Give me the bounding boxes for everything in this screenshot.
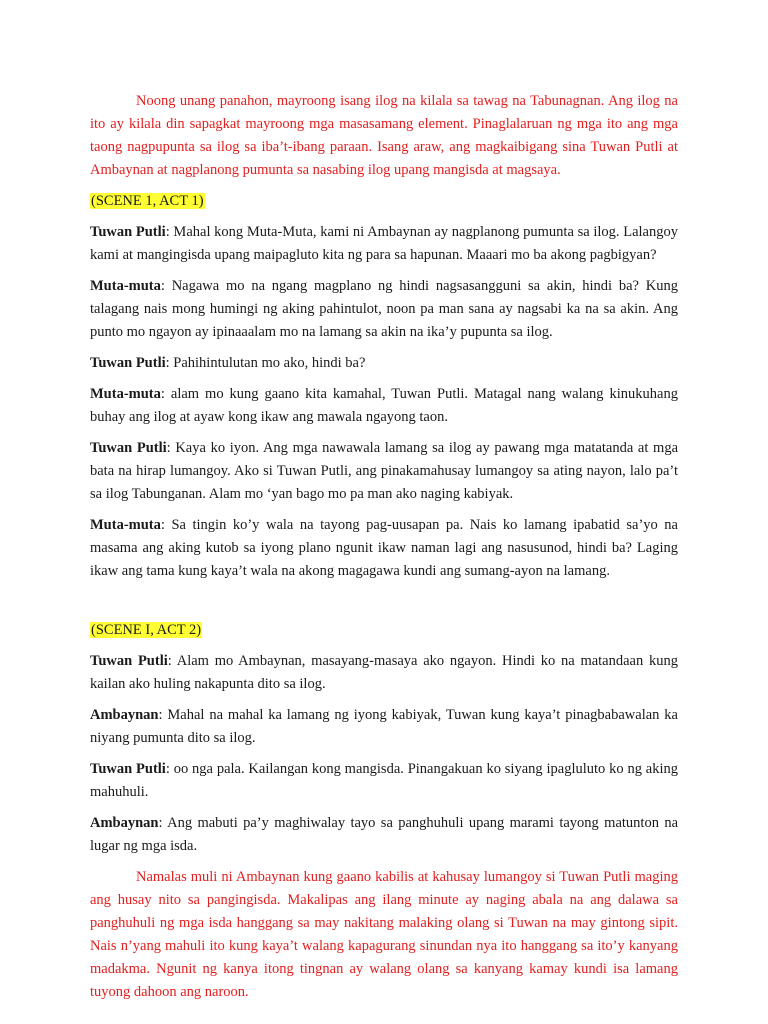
dialogue-line <box>90 221 678 267</box>
speaker-name: Tuwan Putli <box>90 761 166 777</box>
narration-paragraph: Namalas muli ni Ambaynan kung gaano kabilis at kahusay lumangoy si Tuwan Putli maging ang husay nito sa pangingisda. Makalipas ang ilang minute ay naging abala na ang dalawa sa panghuhuli ng mga isda hanggang sa may nakitang malaking olang si Tuwan na may gintong sipit. Nais n’yang mahuli ito kung kaya’t walang kapagurang sinundan nya ito hanggang sa ito’y kanyang madakma. Ngunit ng kanya itong tingnan ay walang olang sa kanyang kamay kundi isa lamang tuyong dahoon ang naroon. <box>90 869 678 1000</box>
dialogue-line <box>90 704 678 750</box>
dialogue-line <box>90 650 678 696</box>
dialogue-line <box>90 437 678 506</box>
dialogue-line <box>90 275 678 344</box>
narration-paragraph: Noong unang panahon, mayroong isang ilog na kilala sa tawag na Tabunagnan. Ang ilog na ito ay kilala din sapagkat mayroong mga masasamang element. Pinaglalaruan ng mga ito ang mga taong nagpupunta sa ilog sa iba’t-ibang paraan. Isang araw, ang magkaibigang sina Tuwan Putli at Ambaynan at nagplanong pumunta sa nasabing ilog upang mangisda at magsaya. <box>90 93 678 178</box>
dialogue-text: : Ang mabuti pa’y maghiwalay tayo sa panghuhuli upang marami tayong matunton na lugar ng mga isda. <box>90 815 678 854</box>
speaker-name: Muta-muta <box>90 517 161 533</box>
speaker-name: Muta-muta <box>90 386 161 402</box>
speaker-name: Ambaynan <box>90 707 159 723</box>
dialogue-text: : Mahal na mahal ka lamang ng iyong kabiyak, Tuwan kung kaya’t pinagbabawalan ka niyang pumunta dito sa ilog. <box>90 707 678 746</box>
document-page <box>90 90 678 1012</box>
dialogue-text: : Pahihintulutan mo ako, hindi ba? <box>165 355 366 371</box>
dialogue-text: : oo nga pala. Kailangan kong mangisda. Pinangakuan ko siyang ipagluluto ko ng aking mahuhuli. <box>90 761 679 800</box>
dialogue-line <box>90 352 678 375</box>
dialogue-line <box>90 812 678 858</box>
dialogue-line <box>90 383 678 429</box>
speaker-name: Tuwan Putli <box>90 355 166 371</box>
dialogue-text: : Alam mo Ambaynan, masayang-masaya ako ngayon. Hindi ko na matandaan kung kailan ako huling nakapunta dito sa ilog. <box>90 653 678 692</box>
dialogue-text: : Sa tingin ko’y wala na tayong pag-uusapan pa. Nais ko lamang ipabatid sa’yo na masama ang aking kutob sa iyong plano ngunit ikaw naman lagi ang nasusunod, hindi ba? Laging ikaw ang tama kung kaya’t wala na akong magagawa kundi ang sumang-ayon na lamang. <box>90 517 678 579</box>
speaker-name: Tuwan Putli <box>90 224 166 240</box>
scene-heading <box>90 190 678 213</box>
speaker-name: Ambaynan <box>90 815 159 831</box>
scene-heading-label: (SCENE 1, ACT 1) <box>91 193 204 209</box>
speaker-name: Tuwan Putli <box>90 440 167 456</box>
dialogue-text: : Mahal kong Muta-Muta, kami ni Ambaynan ay nagplanong pumunta sa ilog. Lalangoy kami at mangingisda upang maipagluto kita ng para sa hapunan. Maaari mo ba akong pagbigyan? <box>90 224 678 263</box>
dialogue-text: : alam mo kung gaano kita kamahal, Tuwan Putli. Matagal nang walang kinukuhang buhay ang ilog at ayaw kong ikaw ang mawala ngayong taon. <box>90 386 678 425</box>
scene-heading <box>90 619 678 642</box>
speaker-name: Muta-muta <box>90 278 161 294</box>
dialogue-text: : Nagawa mo na ngang magplano ng hindi nagsasangguni sa akin, hindi ba? Kung talagang nais mong humingi ng aking pahintulot, noon pa man sana ay nagsabi ka na sa akin. Ang punto mo ngayon ay ipinaaalam mo na lamang sa akin na ika’y pupunta sa ilog. <box>90 278 678 340</box>
dialogue-line <box>90 758 678 804</box>
speaker-name: Tuwan Putli <box>90 653 168 669</box>
dialogue-line <box>90 514 678 583</box>
dialogue-text: : Kaya ko iyon. Ang mga nawawala lamang sa ilog ay pawang mga matatanda at mga bata na hirap lumangoy. Ako si Tuwan Putli, ang pinakamahusay lumangoy sa ating nayon, lalo pa’t sa ilog Tabunganan. Alam mo ‘yan bago mo pa man ako naging kabiyak. <box>90 440 679 502</box>
scene-heading-label: (SCENE I, ACT 2) <box>91 622 202 638</box>
